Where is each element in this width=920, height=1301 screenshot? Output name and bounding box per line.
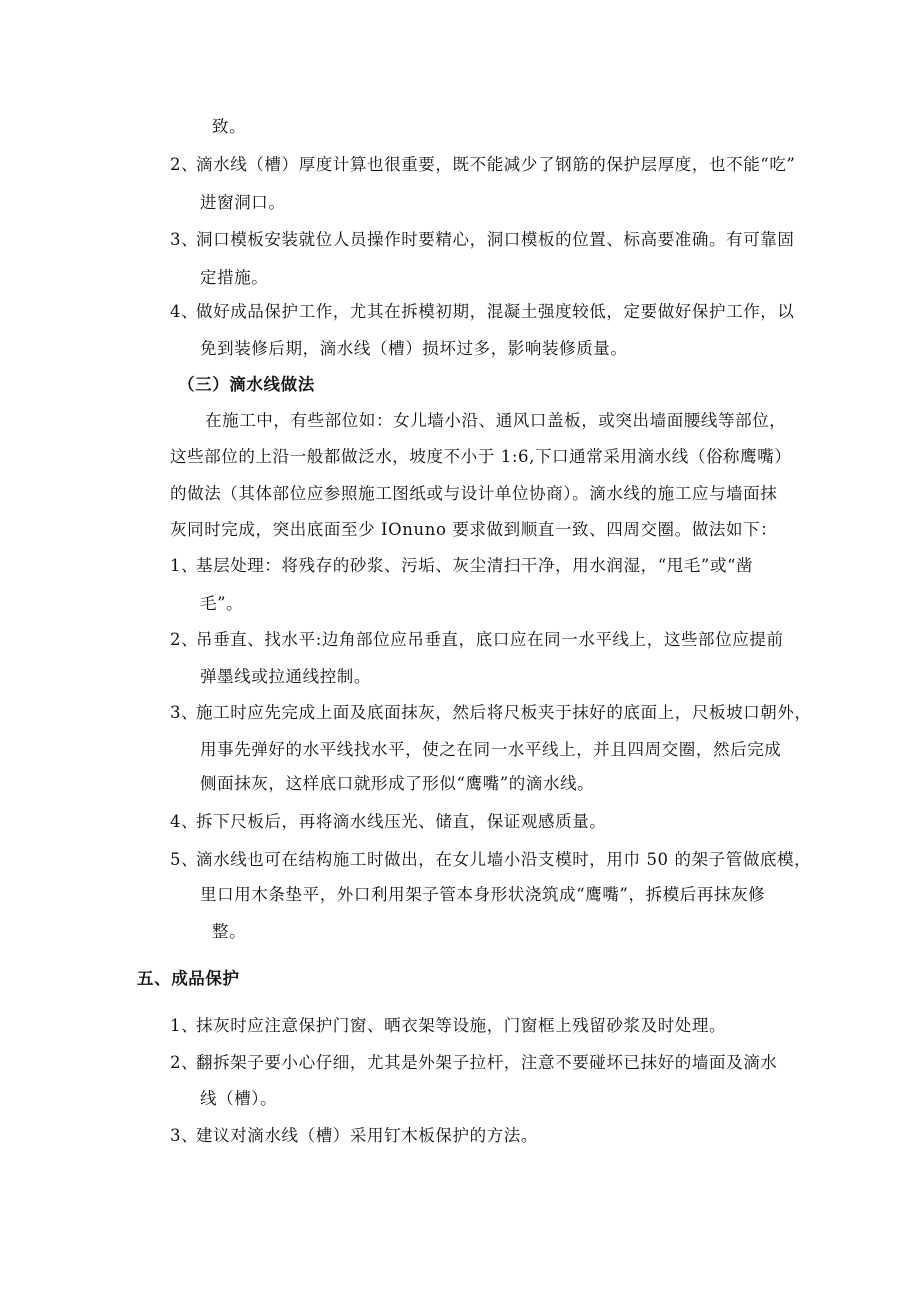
list-item-continuation: 里口用木条垫平，外口利用架子管本身形状浇筑成“鹰嘴”，拆模后再抹灰修	[200, 885, 766, 904]
list-item-text: 施工时应先完成上面及底面抹灰，然后将尺板夹于抹好的底面上，尺板坡口朝外，	[196, 703, 812, 722]
list-item-text: 建议对滴水线（槽）采用钉木板保护的方法。	[196, 1126, 538, 1145]
paragraph-line: 灰同时完成，突出底面至少 IOnuno 要求做到顺直一致、四周交圈。做法如下：	[170, 520, 778, 539]
list-item-continuation: 弹墨线或拉通线控制。	[200, 667, 371, 686]
list-item-continuation: 线（槽）。	[200, 1089, 278, 1108]
list-item-number: 2、	[170, 1053, 199, 1072]
list-item-continuation: 定措施。	[200, 268, 269, 287]
list-item-continuation: 用事先弹好的水平线找水平，使之在同一水平线上，并且四周交圈，然后完成	[200, 740, 782, 759]
list-item-continuation: 侧面抹灰，这样底口就形成了形似“鹰嘴”的滴水线。	[200, 774, 595, 793]
list-item-number: 4、	[170, 812, 199, 831]
list-item-number: 2、	[170, 155, 199, 174]
list-item-continuation: 进窗洞口。	[200, 193, 286, 212]
list-item-continuation: 免到装修后期，滴水线（槽）损坏过多，影响装修质量。	[200, 339, 628, 358]
list-item-text: 洞口模板安装就位人员操作时要精心，洞口模板的位置、标高要准确。有可靠固	[196, 230, 795, 249]
list-item-number: 2、	[170, 630, 199, 649]
list-item-text: 基层处理：将残存的砂浆、污垢、灰尘清扫干净，用水润湿，“甩毛”或“凿	[196, 556, 754, 575]
list-item-text: 翻拆架子要小心仔细，尤其是外架子拉杆，注意不要碰坏已抹好的墙面及滴水	[196, 1053, 778, 1072]
paragraph-line: 的做法（其体部位应参照施工图纸或与设计单位协商）。滴水线的施工应与墙面抹	[170, 484, 778, 503]
paragraph-line: 这些部位的上沿一般都做泛水，坡度不小于 1:6,下口通常采用滴水线（俗称鹰嘴）	[170, 447, 792, 466]
list-item-number: 3、	[170, 703, 199, 722]
list-item-number: 4、	[170, 302, 199, 321]
list-item-number: 5、	[170, 850, 199, 869]
paragraph-line: 在施工中，有些部位如：女儿墙小沿、通风口盖板，或突出墙面腰线等部位，	[205, 411, 787, 430]
list-item-number: 3、	[170, 1126, 199, 1145]
list-item-number: 3、	[170, 230, 199, 249]
section-heading: 五、成品保护	[137, 969, 240, 988]
list-item-text: 滴水线也可在结构施工时做出，在女儿墙小沿支模时，用巾 50 的架子管做底模，	[196, 850, 812, 869]
list-item-text: 做好成品保护工作，尤其在拆模初期，混凝土强度较低，定要做好保护工作，以	[196, 302, 795, 321]
list-item-text: 拆下尺板后，再将滴水线压光、储直，保证观感质量。	[196, 812, 607, 831]
list-item-continuation: 致。	[212, 117, 247, 136]
list-item-number: 1、	[170, 556, 199, 575]
list-item-text: 抹灰时应注意保护门窗、晒衣架等设施，门窗框上残留砂浆及时处理。	[196, 1016, 727, 1035]
list-item-number: 1、	[170, 1016, 199, 1035]
list-item-continuation: 毛”。	[200, 594, 244, 613]
list-item-continuation: 整。	[212, 922, 247, 941]
list-item-text: 吊垂直、找水平:边角部位应吊垂直，底口应在同一水平线上，这些部位应提前	[196, 630, 784, 649]
subsection-heading: （三）滴水线做法	[178, 375, 315, 394]
list-item-text: 滴水线（槽）厚度计算也很重要，既不能减少了钢筋的保护层厚度，也不能“吃”	[196, 155, 796, 174]
